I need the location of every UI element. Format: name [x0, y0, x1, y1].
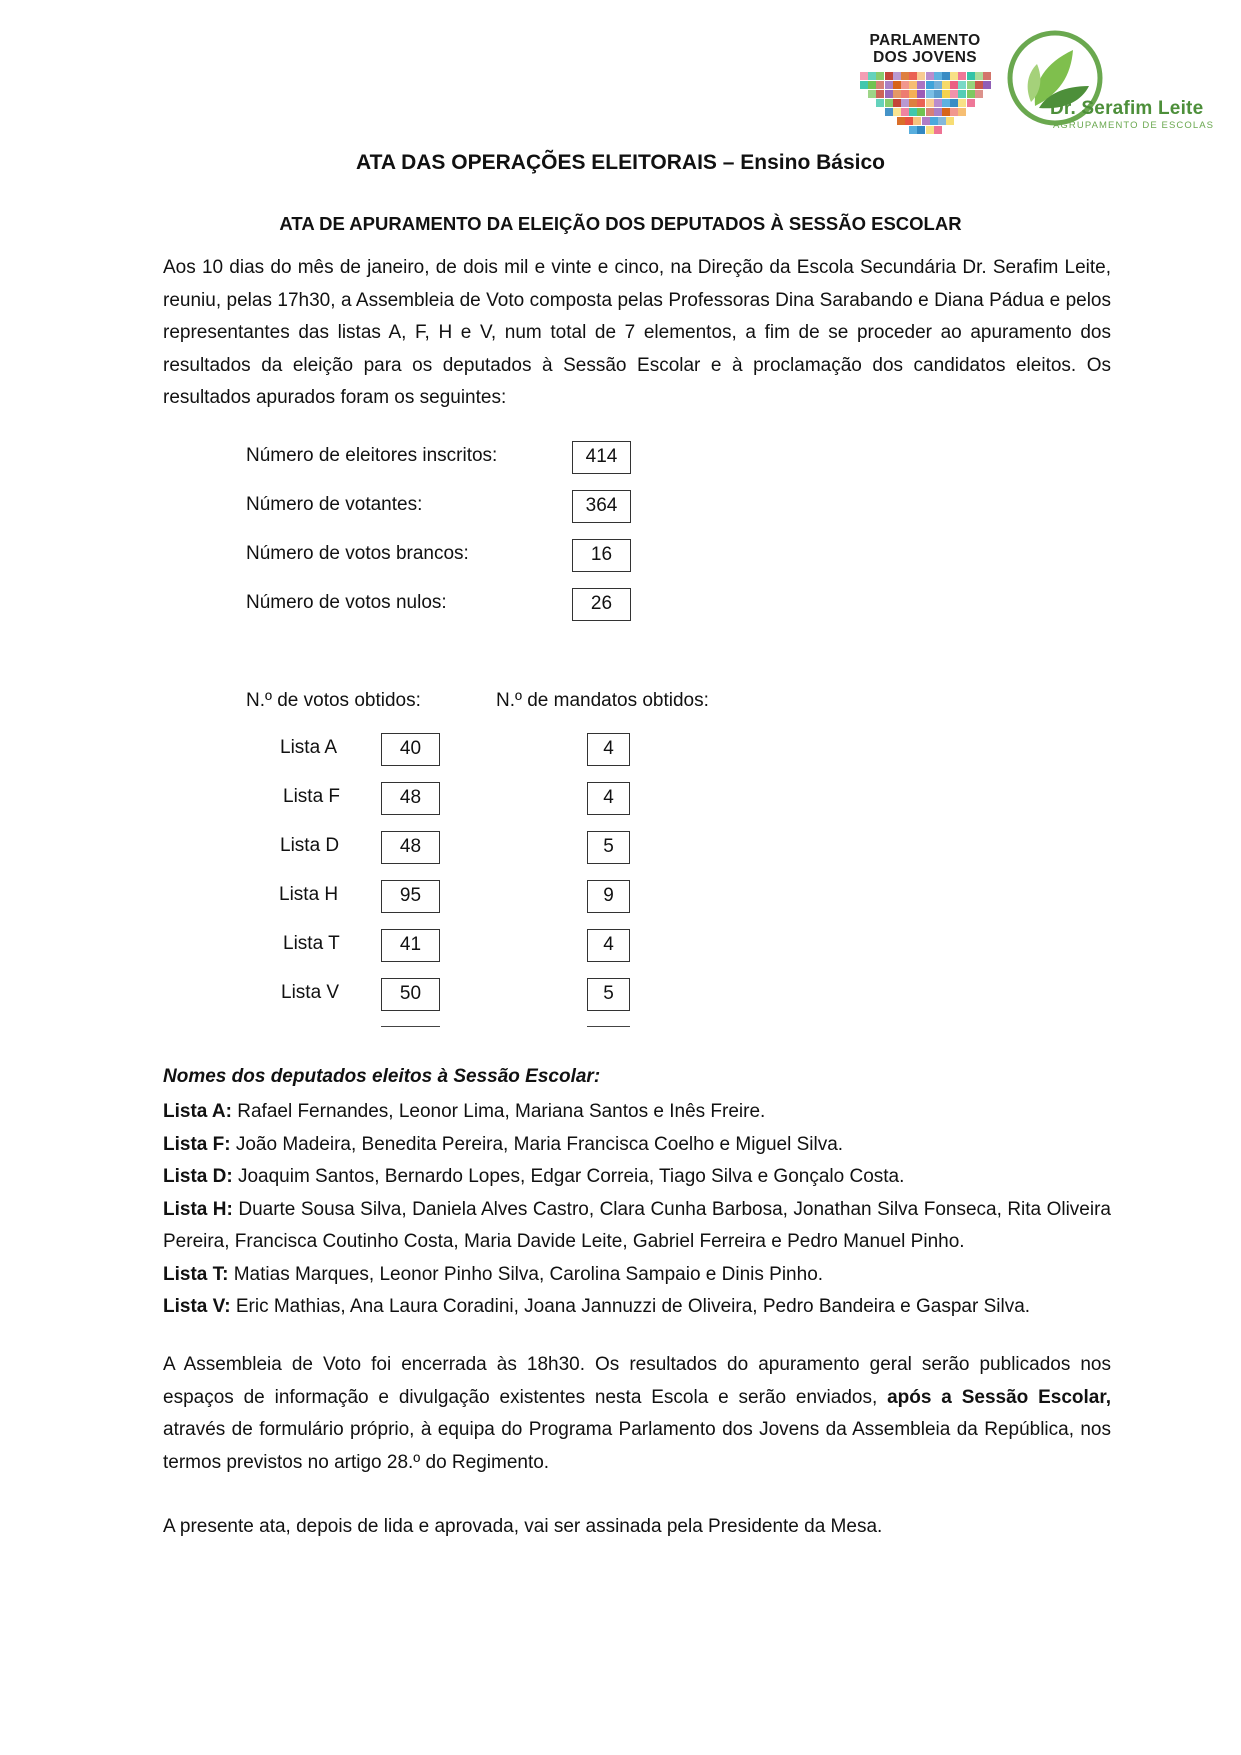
stat-label-blank: Número de votos brancos:: [246, 543, 469, 564]
elected-label: Lista F:: [163, 1133, 231, 1155]
mosaic-square: [926, 90, 934, 98]
elected-label: Lista T:: [163, 1263, 229, 1285]
elected-item: [163, 1096, 1111, 1129]
result-mandates-a: 4: [587, 733, 630, 766]
mosaic-square: [942, 108, 950, 116]
mosaic-square: [909, 126, 917, 134]
mosaic-square: [967, 90, 975, 98]
mosaic-square: [926, 72, 934, 80]
mosaic-square: [942, 99, 950, 107]
elected-names: Duarte Sousa Silva, Daniela Alves Castro, Clara Cunha Barbosa, Jonathan Silva Fonseca, Rita Oliveira Pereira, Francisca Coutinho Costa, Maria Davide Leite, Gabriel Ferreira e Pedro Manuel Pinho.: [163, 1198, 1111, 1252]
result-votes-t: 41: [381, 929, 440, 962]
mosaic-square: [946, 117, 954, 125]
mosaic-square: [967, 72, 975, 80]
elected-list: [163, 1096, 1111, 1324]
mosaic-square: [893, 90, 901, 98]
stat-value-registered: 414: [572, 441, 631, 474]
mosaic-square: [876, 99, 884, 107]
result-votes-d: 48: [381, 831, 440, 864]
elected-label: Lista H:: [163, 1198, 233, 1220]
mosaic-square: [950, 90, 958, 98]
mosaic-square: [893, 108, 901, 116]
mosaic-square: [917, 99, 925, 107]
mosaic-square: [983, 81, 991, 89]
mosaic-square: [926, 126, 934, 134]
result-mandates-t: 4: [587, 929, 630, 962]
stat-label-registered: Número de eleitores inscritos:: [246, 445, 498, 466]
parlamento-jovens-logo: [855, 32, 995, 142]
closing-text-1: A Assembleia de Voto foi encerrada às 18h30. Os resultados do apuramento geral serão publicados nos espaços de informação e divulgação existentes nesta Escola e serão enviados,: [163, 1354, 1111, 1408]
closing-bold: após a Sessão Escolar,: [887, 1386, 1111, 1408]
mosaic-square: [958, 81, 966, 89]
school-logo: [1005, 28, 1217, 134]
stat-value-null: 26: [572, 588, 631, 621]
mosaic-square: [950, 81, 958, 89]
mosaic-square: [926, 108, 934, 116]
mosaic-square: [917, 72, 925, 80]
mosaic-square: [917, 81, 925, 89]
mosaic-square: [901, 108, 909, 116]
stat-label-voters: Número de votantes:: [246, 494, 423, 515]
elected-names: Matias Marques, Leonor Pinho Silva, Carolina Sampaio e Dinis Pinho.: [228, 1263, 824, 1285]
mandates-header: N.º de mandatos obtidos:: [496, 690, 709, 711]
mosaic-square: [917, 90, 925, 98]
elected-label: Lista D:: [163, 1166, 233, 1187]
mosaic-square: [975, 81, 983, 89]
mosaic-square: [958, 72, 966, 80]
mandates-total-line: [587, 1026, 630, 1027]
school-name: Dr. Serafim Leite: [1050, 98, 1204, 119]
elected-item: [163, 1194, 1111, 1259]
mosaic-square: [893, 81, 901, 89]
mosaic-square: [975, 90, 983, 98]
mosaic-square: [893, 99, 901, 107]
mosaic-square: [922, 117, 930, 125]
mosaic-square: [868, 90, 876, 98]
elected-item: [163, 1161, 1111, 1194]
document-subtitle: ATA DE APURAMENTO DA ELEIÇÃO DOS DEPUTADOS À SESSÃO ESCOLAR: [279, 213, 962, 234]
logo-text-line2: DOS JOVENS: [873, 49, 977, 66]
logo-text-line1: PARLAMENTO: [869, 32, 981, 49]
mosaic-square: [885, 81, 893, 89]
mosaic-square: [917, 108, 925, 116]
mosaic-square: [917, 126, 925, 134]
mosaic-square: [975, 72, 983, 80]
result-list-t: Lista T: [283, 933, 340, 954]
mosaic-square: [897, 117, 905, 125]
mosaic-square: [958, 99, 966, 107]
votes-header: N.º de votos obtidos:: [246, 690, 421, 711]
result-mandates-d: 5: [587, 831, 630, 864]
mosaic-square: [950, 108, 958, 116]
result-votes-a: 40: [381, 733, 440, 766]
mosaic-square: [958, 108, 966, 116]
mosaic-square: [958, 90, 966, 98]
mosaic-square: [913, 117, 921, 125]
mosaic-square: [876, 90, 884, 98]
mosaic-square: [934, 81, 942, 89]
elected-item: [163, 1259, 1111, 1292]
result-mandates-h: 9: [587, 880, 630, 913]
mosaic-square: [909, 108, 917, 116]
result-list-h: Lista H: [279, 884, 339, 905]
mosaic-square: [860, 72, 868, 80]
mosaic-square: [934, 108, 942, 116]
intro-paragraph: Aos 10 dias do mês de janeiro, de dois mil e vinte e cinco, na Direção da Escola Secundária Dr. Serafim Leite, reuniu, pelas 17h30, a Assembleia de Voto composta pelas Professoras Dina Sarabando e Diana Pádua e pelos representantes das listas A, F, H e V, num total de 7 elementos, a fim de se proceder ao apuramento dos resultados da eleição para os deputados à Sessão Escolar e à proclamação dos candidatos eleitos. Os resultados apurados foram os seguintes:: [163, 257, 1111, 408]
elected-names: João Madeira, Benedita Pereira, Maria Francisca Coelho e Miguel Silva.: [230, 1133, 844, 1155]
votes-total-line: [381, 1026, 440, 1027]
mosaic-square: [901, 99, 909, 107]
elected-names: Joaquim Santos, Bernardo Lopes, Edgar Correia, Tiago Silva e Gonçalo Costa.: [232, 1166, 905, 1187]
elected-label: Lista V:: [163, 1296, 231, 1317]
mosaic-square: [930, 117, 938, 125]
mosaic-square: [934, 72, 942, 80]
mosaic-square: [868, 81, 876, 89]
mosaic-square: [909, 81, 917, 89]
mosaic-square: [885, 99, 893, 107]
mosaic-square: [901, 72, 909, 80]
result-list-d: Lista D: [280, 835, 340, 856]
elected-names: Rafael Fernandes, Leonor Lima, Mariana Santos e Inês Freire.: [231, 1101, 766, 1122]
mosaic-square: [860, 81, 868, 89]
mosaic-square: [885, 108, 893, 116]
mosaic-square: [909, 72, 917, 80]
result-votes-v: 50: [381, 978, 440, 1011]
mosaic-square: [885, 90, 893, 98]
mosaic-square: [909, 90, 917, 98]
result-mandates-v: 5: [587, 978, 630, 1011]
mosaic-square: [926, 99, 934, 107]
mosaic-square: [876, 72, 884, 80]
result-votes-f: 48: [381, 782, 440, 815]
final-paragraph: A presente ata, depois de lida e aprovada, vai ser assinada pela Presidente da Mesa.: [163, 1516, 883, 1537]
mosaic-square: [909, 99, 917, 107]
result-list-v: Lista V: [281, 982, 340, 1003]
closing-paragraph: [163, 1349, 1111, 1479]
mosaic-square: [934, 90, 942, 98]
mosaic-square: [950, 99, 958, 107]
mosaic-square: [934, 126, 942, 134]
mosaic-square: [967, 81, 975, 89]
result-list-a: Lista A: [280, 737, 338, 758]
mosaic-square: [983, 72, 991, 80]
mosaic-square: [905, 117, 913, 125]
mosaic-heart-icon: [860, 72, 990, 136]
elected-heading: Nomes dos deputados eleitos à Sessão Escolar:: [163, 1066, 601, 1087]
elected-names: Eric Mathias, Ana Laura Coradini, Joana Jannuzzi de Oliveira, Pedro Bandeira e Gaspar Silva.: [230, 1296, 1031, 1317]
result-mandates-f: 4: [587, 782, 630, 815]
mosaic-square: [901, 81, 909, 89]
closing-text-2: através de formulário próprio, à equipa do Programa Parlamento dos Jovens da Assembleia da República, nos termos previstos no artigo 28.º do Regimento.: [163, 1419, 1111, 1473]
elected-label: Lista A:: [163, 1101, 232, 1122]
mosaic-square: [901, 90, 909, 98]
mosaic-square: [942, 90, 950, 98]
school-subtitle: AGRUPAMENTO DE ESCOLAS: [1053, 120, 1215, 131]
result-votes-h: 95: [381, 880, 440, 913]
mosaic-square: [868, 72, 876, 80]
mosaic-square: [942, 81, 950, 89]
mosaic-square: [967, 99, 975, 107]
elected-item: [163, 1291, 1111, 1324]
elected-item: [163, 1129, 1111, 1162]
mosaic-square: [926, 81, 934, 89]
document-title: ATA DAS OPERAÇÕES ELEITORAIS – Ensino Básico: [356, 151, 885, 174]
mosaic-square: [938, 117, 946, 125]
stat-value-voters: 364: [572, 490, 631, 523]
mosaic-square: [876, 81, 884, 89]
mosaic-square: [893, 72, 901, 80]
mosaic-square: [942, 72, 950, 80]
stat-label-null: Número de votos nulos:: [246, 592, 447, 613]
stat-value-blank: 16: [572, 539, 631, 572]
mosaic-square: [885, 72, 893, 80]
result-list-f: Lista F: [283, 786, 341, 807]
mosaic-square: [934, 99, 942, 107]
mosaic-square: [950, 72, 958, 80]
